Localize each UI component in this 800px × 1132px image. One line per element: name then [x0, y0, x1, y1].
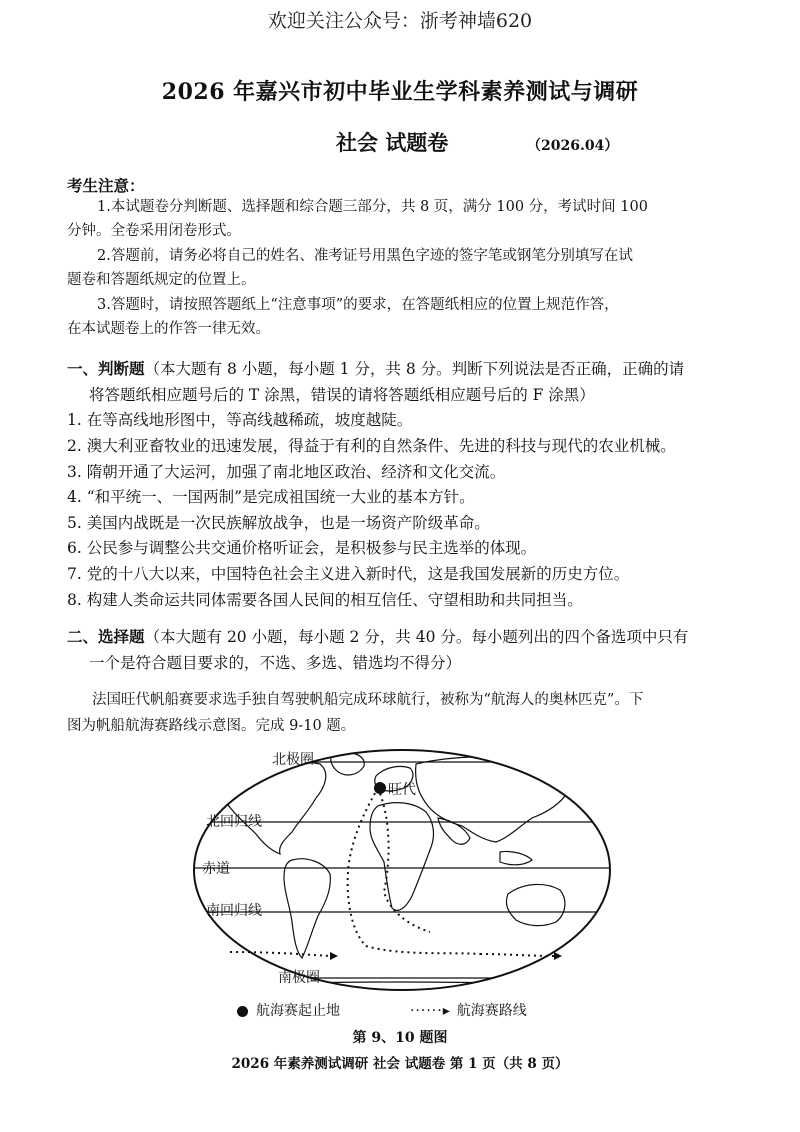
question-5: 5. 美国内战既是一次民族解放战争，也是一场资产阶级革命。: [67, 514, 490, 532]
section2-desc: （本大题有 20 小题，每小题 2 分，共 40 分。每小题列出的四个备选项中只有: [144, 628, 689, 646]
notice-item-1-line-1: 1.本试题卷分判断题、选择题和综合题三部分，共 8 页，满分 100 分，考试时间 100: [97, 199, 648, 215]
watermark-banner: 欢迎关注公众号：浙考神墙620: [267, 10, 533, 32]
route-arrow-east: [554, 952, 562, 960]
notice-item-3-line-2: 在本试题卷上的作答一律无效。: [67, 321, 270, 337]
legend-route-label: 航海赛路线: [456, 1003, 527, 1019]
sailing-route-map: [180, 742, 620, 1002]
label-equator: 赤道: [202, 861, 230, 877]
section2-heading: [67, 625, 688, 649]
label-arctic-circle: 北极圈: [272, 752, 314, 768]
label-tropic-of-capricorn: 南回归线: [206, 903, 262, 919]
page-footer: 2026 年素养测试调研 社会 试题卷 第 1 页（共 8 页）: [231, 1056, 569, 1072]
question-1: 1. 在等高线地形图中，等高线越稀疏，坡度越陡。: [67, 411, 413, 429]
label-antarctic-circle: 南极圈: [278, 970, 320, 986]
legend-route: [410, 1000, 527, 1020]
notice-heading: 考生注意：: [67, 176, 145, 195]
label-tropic-of-cancer: 北回归线: [206, 814, 262, 830]
notice-item-2-line-2: 题卷和答题纸规定的位置上。: [67, 272, 256, 288]
vendee-start-point: [374, 782, 386, 794]
exam-title: 2026 年嘉兴市初中毕业生学科素养测试与调研: [161, 79, 639, 105]
question-6: 6. 公民参与调整公共交通价格听证会，是积极参与民主选举的体现。: [67, 539, 537, 557]
question-4: 4. “和平统一、一国两制”是完成祖国统一大业的基本方针。: [67, 488, 475, 506]
question-2: 2. 澳大利亚畜牧业的迅速发展，得益于有利的自然条件、先进的科技与现代的农业机械。: [67, 437, 676, 455]
notice-item-1-line-2: 分钟。全卷采用闭卷形式。: [67, 223, 241, 239]
exam-date: （2026.04）: [527, 138, 619, 154]
map-intro-line2: 图为帆船航海赛路线示意图。完成 9-10 题。: [67, 718, 356, 734]
map-caption: 第 9、10 题图: [352, 1030, 448, 1046]
legend-start: [237, 1000, 340, 1020]
section1-desc: （本大题有 8 小题，每小题 1 分，共 8 分。判断下列说法是否正确，正确的请: [144, 360, 685, 378]
legend-dot-icon: [237, 1006, 248, 1017]
notice-item-3-line-1: 3.答题时，请按照答题纸上“注意事项”的要求，在答题纸相应的位置上规范作答，: [97, 297, 619, 313]
legend-dotted-arrow-icon: ······▸: [410, 1003, 451, 1019]
question-3: 3. 隋朝开通了大运河，加强了南北地区政治、经济和文化交流。: [67, 463, 506, 481]
label-vendee: 旺代: [388, 782, 416, 798]
exam-subtitle: 社会 试题卷: [336, 130, 449, 155]
map-intro-line1: 法国旺代帆船赛要求选手独自驾驶帆船完成环球航行，被称为“航海人的奥林匹克”。下: [92, 692, 644, 708]
section1-desc-line2: 将答题纸相应题号后的 T 涂黑，错误的请将答题纸相应题号后的 F 涂黑）: [89, 386, 595, 404]
section1-heading: [67, 357, 684, 381]
legend-start-label: 航海赛起止地: [256, 1003, 340, 1019]
question-8: 8. 构建人类命运共同体需要各国人民间的相互信任、守望相助和共同担当。: [67, 591, 583, 609]
question-7: 7. 党的十八大以来，中国特色社会主义进入新时代，这是我国发展新的历史方位。: [67, 565, 630, 583]
section1-label: 一、判断题: [67, 359, 145, 378]
notice-item-2-line-1: 2.答题前，请务必将自己的姓名、准考证号用黑色字迹的签字笔或钢笔分别填写在试: [97, 248, 633, 264]
section2-desc-line2: 一个是符合题目要求的，不选、多选、错选均不得分）: [89, 654, 462, 672]
section2-label: 二、选择题: [67, 627, 145, 646]
